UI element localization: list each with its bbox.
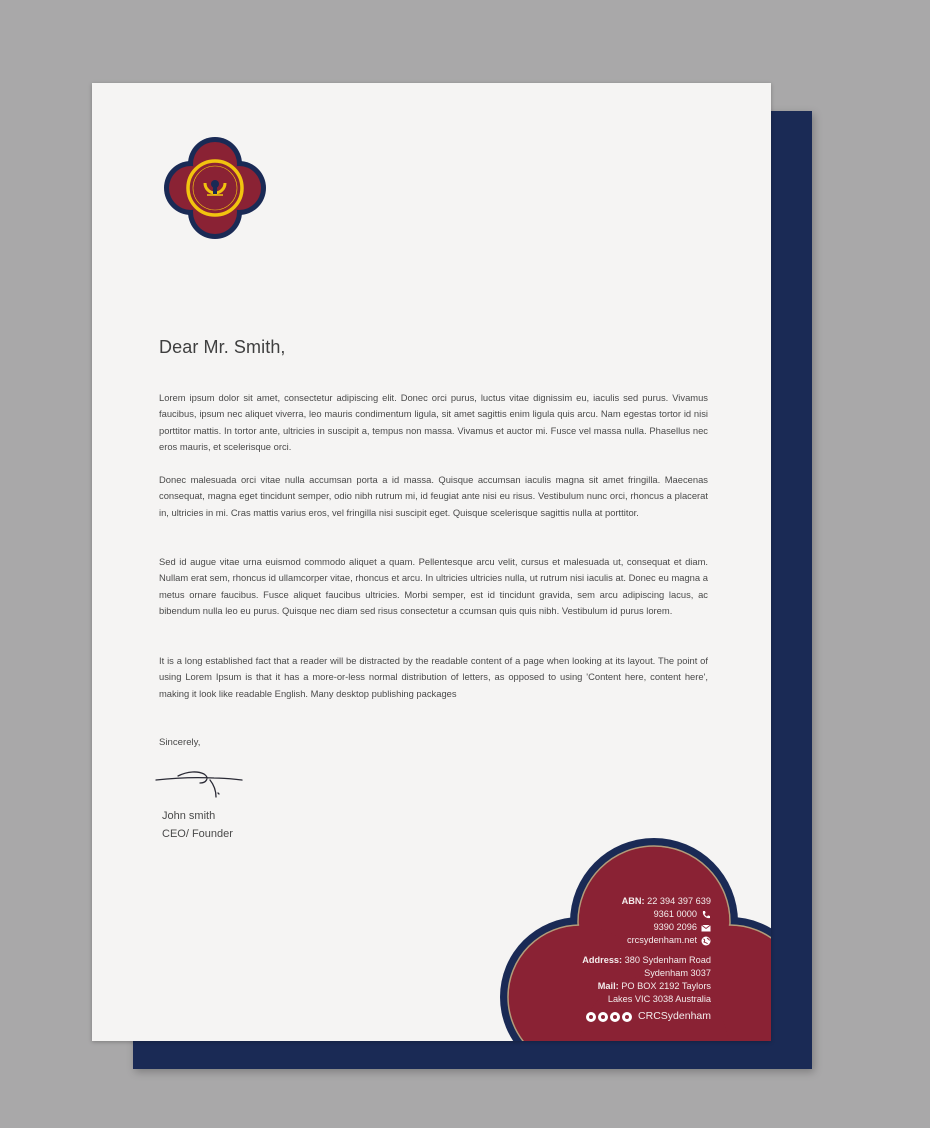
signer-title: CEO/ Founder <box>162 828 233 840</box>
phone-row <box>582 908 711 921</box>
letter-greeting: Dear Mr. Smith, <box>159 337 286 357</box>
abn-row <box>582 895 711 908</box>
abn-value: 22 394 397 639 <box>647 896 711 906</box>
phone-number: 9361 0000 <box>653 909 697 919</box>
letter-paragraph: It is a long established fact that a reader will be distracted by the readable content of a page when looking at its layout. The point of using Lorem Ipsum is that it has a more-or-less normal distribution of letters, as opposed to using 'Content here, content here', making it look like readable English. Many desktop publishing packages <box>159 655 708 699</box>
address-row <box>582 954 711 967</box>
fax-number: 9390 2096 <box>653 922 697 932</box>
address-row-2 <box>582 967 711 980</box>
pinterest-icon[interactable] <box>598 1012 608 1022</box>
abn-label: ABN: <box>621 896 645 906</box>
contact-block <box>582 895 711 1023</box>
website-link[interactable]: crcsydenham.net <box>627 935 697 945</box>
signature-icon <box>154 761 250 801</box>
address-label: Address: <box>582 955 623 965</box>
play-icon[interactable] <box>622 1012 632 1022</box>
mail-icon <box>701 923 711 933</box>
letter-paragraph: Lorem ipsum dolor sit amet, consectetur adipiscing elit. Donec orci purus, luctus vitae dignissim eu, iaculis sed purus. Vivamus faucibus, ipsum nec aliquet viverra, leo mauris condimentum ligula, sit amet sagittis enim ligula quis arcu. Nam egestas tortor id nisi porttitor mattis. In tortor ante, ultricies in suscipit a, tempus non massa. Vivamus et auctor mi. Fusce vel massa nulla. Phasellus nec eros mauris, et scelerisque orci. <box>159 392 708 453</box>
fax-row <box>582 921 711 934</box>
mail-line-1: PO BOX 2192 Taylors <box>621 981 711 991</box>
letter-paragraph: Sed id augue vitae urna euismod commodo aliquet a quam. Pellentesque arcu velit, cursus et malesuada ut, consequat et diam. Nullam erat sem, rhoncus id ullamcorper vitae, rhoncus et arcu. In ultricies ultricies nulla, ut rutrum nisi iaculis at. Donec eu magna a metus ornare faucibus. Fusce aliquet faucibus ultricies. Morbi semper, est id tincidunt gravida, sem arcu adipiscing lacus, ac bibendum nulla leo eu purus. Quisque nec diam sed risus consectetur a ccumsan quis quis nibh. Vestibulum id purus lorem. <box>159 556 708 617</box>
phone-icon <box>701 910 711 920</box>
mail-label: Mail: <box>597 981 619 991</box>
mail-line-2: Lakes VIC 3038 Australia <box>607 994 711 1004</box>
website-row <box>582 934 711 947</box>
social-row <box>582 1010 711 1023</box>
youtube-icon[interactable] <box>586 1012 596 1022</box>
mail-row <box>582 980 711 993</box>
mail-row-2 <box>582 993 711 1006</box>
school-crest-icon <box>160 133 270 243</box>
social-handle[interactable]: CRCSydenham <box>638 1010 711 1022</box>
address-line-2: Sydenham 3037 <box>644 968 711 978</box>
address-line-1: 380 Sydenham Road <box>624 955 711 965</box>
signer-name: John smith <box>162 810 216 822</box>
letter-paragraph: Donec malesuada orci vitae nulla accumsan porta a id massa. Quisque accumsan iaculis magna sit amet fringilla. Maecenas consequat, magna eget tincidunt semper, odio nibh rutrum mi, id feugiat ante nisi eu risus. Vestibulum nunc orci, rhoncus a placerat in, ultricies in mi. Cras mattis varius eros, vel fringilla nisi suscipit eget. Quisque scelerisque sagittis nulla at porttitor. <box>159 474 708 518</box>
letter-closing: Sincerely, <box>159 737 201 748</box>
letterhead-page <box>92 83 771 1041</box>
facebook-icon[interactable] <box>610 1012 620 1022</box>
globe-icon <box>701 936 711 946</box>
